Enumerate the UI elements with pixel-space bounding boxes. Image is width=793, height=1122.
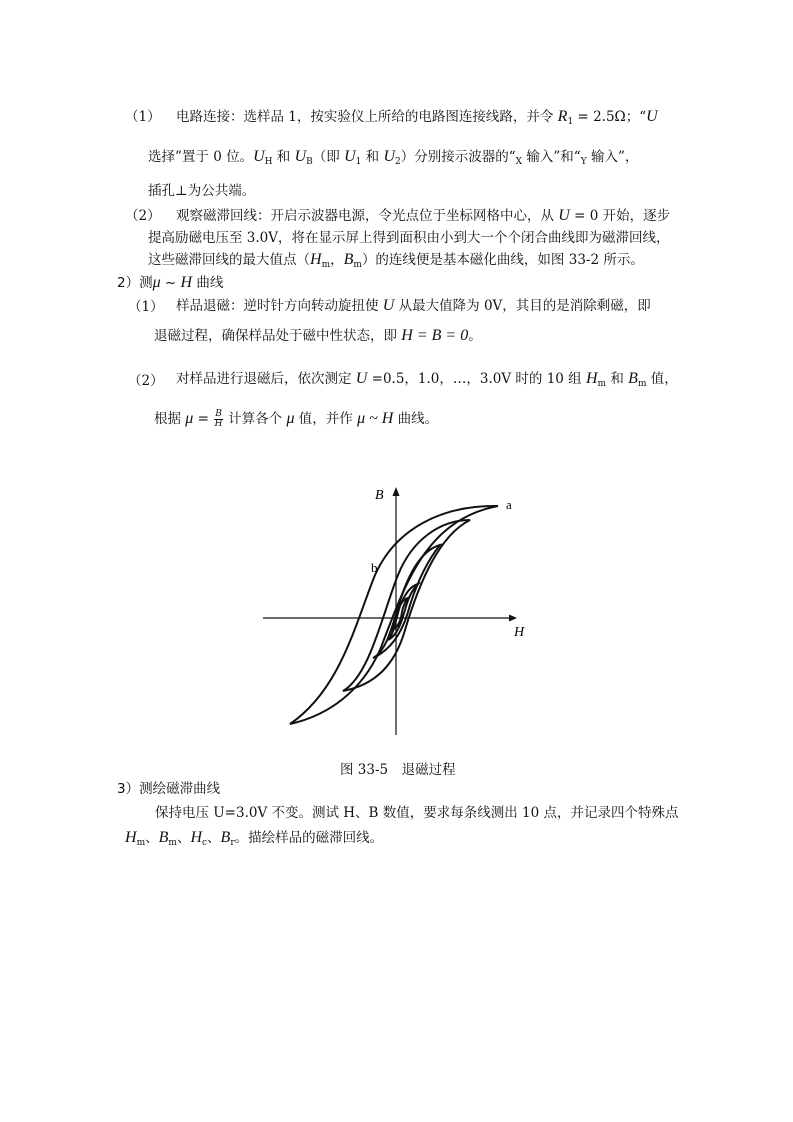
math-symbol: U	[253, 148, 265, 165]
subscript: X	[515, 157, 523, 167]
math-symbol: B	[628, 370, 638, 387]
text: 和	[606, 371, 629, 387]
math-symbol: H	[180, 274, 193, 291]
paragraph-line	[176, 297, 651, 315]
math-equation: H = B = 0	[401, 327, 469, 344]
separator: 、	[207, 830, 221, 846]
b-axis-arrow	[393, 487, 400, 496]
subscript: H	[264, 157, 273, 167]
fraction-numerator: B	[215, 409, 222, 419]
separator: 、	[176, 830, 191, 846]
math-symbol: U	[294, 148, 307, 165]
math-symbol: U	[344, 148, 356, 165]
axis-label-h: H	[514, 625, 525, 640]
text: 。描绘样品的磁滞回线。	[234, 830, 384, 846]
text: 从最大值降为 0V，其目的是消除剩磁，即	[394, 298, 651, 314]
paragraph-line	[176, 207, 670, 225]
section-heading	[117, 274, 223, 292]
text: 值，	[646, 371, 678, 387]
section-heading: 3）测绘磁滞曲线	[117, 781, 221, 797]
math-symbol: B	[158, 829, 169, 846]
paragraph-line: 提高励磁电压至 3.0V，将在显示屏上得到面积由小到大一个个闭合曲线即为磁滞回线，	[148, 230, 670, 246]
subscript: m	[353, 260, 362, 270]
text: ）分别接示波器的“	[400, 149, 516, 165]
text: 和	[272, 149, 295, 165]
text: 观察磁滞回线：开启示波器电源，令光点位于坐标网格中心，从	[176, 208, 559, 224]
label-b: b	[371, 560, 378, 575]
text: 曲线	[192, 275, 224, 291]
axis-label-b: B	[375, 488, 384, 503]
math-symbol: U	[383, 148, 396, 165]
text: （即	[312, 149, 345, 165]
math-symbol: μ ~ H	[357, 410, 394, 427]
step-number: （1）	[125, 109, 161, 125]
paragraph-line: 插孔⊥为公共端。	[148, 183, 256, 199]
text: =0.5，1.0，…，3.0V 时的 10 组	[367, 371, 586, 387]
math-symbol: H	[190, 829, 202, 846]
h-axis-arrow	[509, 615, 517, 622]
subscript: 2	[395, 157, 401, 167]
paragraph-line	[154, 327, 482, 345]
math-symbol: μ	[152, 274, 161, 291]
math-symbol: μ	[286, 410, 295, 427]
figure-caption: 图 33-5 退磁过程	[340, 762, 456, 778]
subscript: m	[168, 838, 177, 848]
math-symbol: B	[343, 251, 354, 268]
math-symbol: B	[220, 829, 231, 846]
text: 电路连接：选样品 1，按实验仪上所给的电路图连接线路，并令	[176, 109, 558, 125]
math-symbol: H	[310, 251, 322, 268]
text: 和	[361, 149, 384, 165]
subscript: 1	[355, 157, 362, 167]
math-symbol: U	[382, 297, 395, 314]
math-symbol: U	[558, 207, 570, 224]
subscript: m	[136, 838, 146, 848]
text: 2）测	[117, 275, 153, 291]
text: = 0 开始，逐步	[569, 208, 671, 224]
text: 样品退磁：逆时针方向转动旋扭使	[176, 298, 383, 314]
math-symbol: H	[125, 829, 137, 846]
subscript: m	[321, 260, 331, 270]
text: 值，并作	[294, 411, 358, 427]
text: = 2.5Ω；“	[573, 109, 647, 125]
subscript: Y	[580, 157, 587, 167]
subscript: 1	[567, 117, 574, 127]
text: 退磁过程，确保样品处于磁中性状态，即	[154, 328, 402, 344]
text: ，	[330, 252, 344, 268]
math-symbol: U	[355, 370, 368, 387]
hysteresis-figure	[250, 478, 550, 748]
text: 计算各个	[223, 411, 287, 427]
paragraph-line	[148, 251, 644, 274]
text: 输入”和“	[522, 149, 581, 165]
text: 根据	[154, 411, 186, 427]
text: 这些磁滞回线的最大值点（	[148, 252, 310, 268]
step-number: （2）	[128, 373, 164, 389]
fraction	[214, 410, 223, 429]
paragraph-line	[148, 148, 638, 171]
step-number: （2）	[125, 208, 161, 224]
text: 输入”，	[586, 149, 639, 165]
label-a: a	[506, 497, 512, 512]
subscript: m	[637, 379, 647, 389]
paragraph-line	[154, 410, 438, 429]
text: 。	[468, 328, 482, 344]
text: 选择”置于 0 位。	[148, 149, 254, 165]
paragraph-line	[176, 108, 658, 131]
text: ~	[160, 275, 181, 291]
math-symbol: μ	[185, 410, 194, 427]
separator: 、	[145, 830, 159, 846]
paragraph-line: 保持电压 U=3.0V 不变。测试 H、B 数值，要求每条线测出 10 点，并记录四个特殊点	[155, 805, 679, 821]
math-symbol: H	[585, 370, 598, 387]
text: ）的连线便是基本磁化曲线，如图 33-2 所示。	[361, 252, 644, 268]
subscript: r	[230, 838, 235, 848]
text: =	[193, 411, 214, 427]
paragraph-line	[176, 370, 678, 393]
subscript: m	[597, 379, 607, 389]
text: 曲线。	[393, 411, 439, 427]
fraction-denominator: H	[214, 419, 223, 429]
paragraph-line	[125, 829, 383, 852]
subscript: B	[306, 157, 313, 167]
subscript: c	[202, 838, 208, 848]
text: 对样品进行退磁后，依次测定	[176, 371, 356, 387]
math-symbol: U	[646, 108, 658, 125]
step-number: （1）	[128, 299, 164, 315]
math-symbol: R	[557, 108, 568, 125]
hysteresis-loop-outer	[290, 506, 498, 724]
